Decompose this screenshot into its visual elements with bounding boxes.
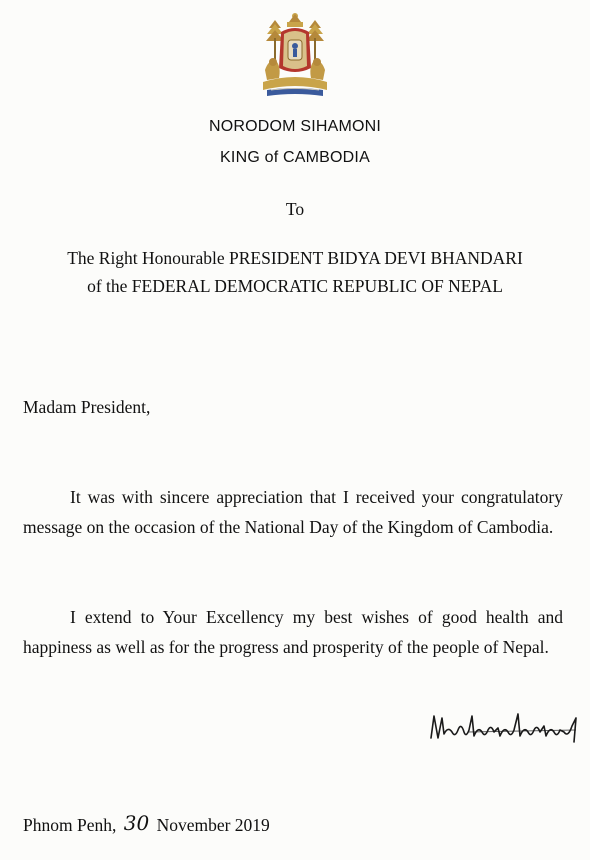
date-line	[23, 812, 270, 836]
handwritten-signature	[428, 708, 583, 748]
addressee-line-2: of the FEDERAL DEMOCRATIC REPUBLIC OF NEPAL	[87, 276, 503, 296]
sender-title: KING of CAMBODIA	[220, 149, 370, 166]
date-day-handwritten: 30	[123, 811, 150, 835]
salutation: Madam President,	[23, 397, 151, 417]
royal-coat-of-arms-emblem	[255, 10, 335, 102]
date-place: Phnom Penh,	[23, 815, 117, 835]
to-label: To	[285, 199, 305, 219]
date-month-year: November 2019	[156, 815, 270, 835]
addressee-line-1: The Right Honourable PRESIDENT BIDYA DEVI BHANDARI	[67, 248, 523, 268]
sender-name: NORODOM SIHAMONI	[208, 118, 382, 135]
body-paragraph-1: It was with sincere appreciation that I received your congratulatory message on the occasion of the National Day of the Kingdom of Cambodia.	[23, 487, 563, 537]
body-paragraph-2: I extend to Your Excellency my best wishes of good health and happiness as well as for the progress and prosperity of the people of Nepal.	[23, 607, 563, 657]
